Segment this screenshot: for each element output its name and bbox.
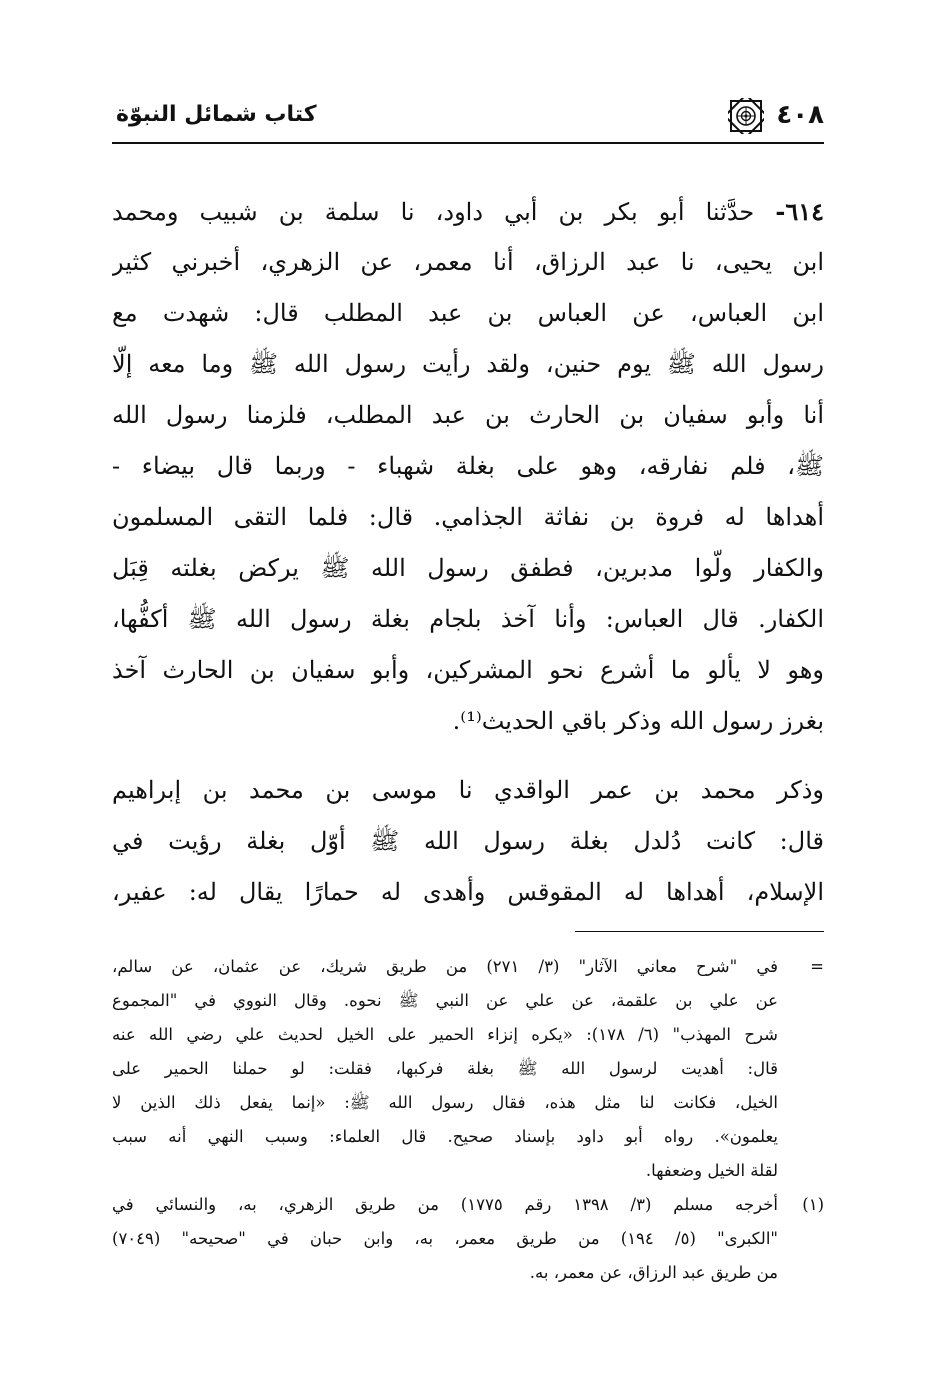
footnote-line: في "شرح معاني الآثار" (٣/ ٢٧١) من طريق شريك، عن عثمان، عن سالم، <box>112 957 778 976</box>
footnote-marker: = <box>810 957 824 976</box>
text-line: أهداها له فروة بن نفاثة الجذامي. قال: فلما التقى المسلمون <box>112 503 824 531</box>
footnote-line: من طريق عبد الرزاق، عن معمر، به. <box>529 1263 778 1282</box>
footnote-1 <box>112 1188 824 1290</box>
footnotes <box>112 950 824 1290</box>
footnote-line: لقلة الخيل وضعفها. <box>645 1161 778 1180</box>
footnote-continued <box>112 950 824 1188</box>
octagonal-ornament-icon <box>728 98 764 134</box>
text-line: ابن العباس، عن العباس بن عبد المطلب قال: شهدت مع <box>112 299 824 327</box>
page-number: ٤٠٨ <box>776 100 824 130</box>
footnote-line: قال: أهديت لرسول الله ﷺ بغلة فركبها، فقلت: لو حملنا الحمير على <box>112 1059 778 1078</box>
footnote-line: عن علي بن علقمة، عن علي عن النبي ﷺ نحوه. وقال النووي في "المجموع <box>112 991 778 1010</box>
text-line: قال: كانت دُلدل بغلة رسول الله ﷺ أوّل بغلة رؤيت في <box>112 827 824 855</box>
text-line: ابن يحيى، نا عبد الرزاق، أنا معمر، عن الزهري، أخبرني كثير <box>112 248 824 276</box>
hadith-number: ٦١٤- <box>775 197 824 226</box>
text-line: ﷺ، فلم نفارقه، وهو على بغلة شهباء - وربما قال بيضاء - <box>112 452 824 480</box>
waqidi-paragraph <box>112 765 824 918</box>
header-rule <box>112 142 824 144</box>
footnote-line: شرح المهذب" (٦/ ١٧٨): «يكره إنزاء الحمير على الخيل لحديث علي رضي الله عنه <box>112 1025 778 1044</box>
text-line: وذكر محمد بن عمر الواقدي نا موسى بن محمد بن إبراهيم <box>112 776 824 804</box>
text-line: والكفار ولّوا مدبرين، فطفق رسول الله ﷺ يركض بغلته قِبَل <box>112 554 824 582</box>
text-line: وهو لا يألو ما أشرع نحو المشركين، وأبو سفيان بن الحارث آخذ <box>112 656 824 684</box>
footnote-line: "الكبرى" (٥/ ١٩٤) من طريق معمر، به، وابن حبان في "صحيحه" (٧٠٤٩) <box>112 1229 778 1248</box>
text-line: الكفار. قال العباس: وأنا آخذ بلجام بغلة رسول الله ﷺ أكفُّها، <box>112 605 824 633</box>
footnote-line: أخرجه مسلم (٣/ ١٣٩٨ رقم ١٧٧٥) من طريق الزهري، به، والنسائي في <box>112 1195 778 1214</box>
footnote-line: الخيل، فكانت لنا مثل هذه، فقال رسول الله ﷺ: «إنما يفعل ذلك الذين لا <box>112 1093 778 1112</box>
main-text <box>112 186 824 918</box>
text-line: رسول الله ﷺ يوم حنين، ولقد رأيت رسول الله ﷺ وما معه إلّا <box>112 350 824 378</box>
footnote-separator <box>575 931 824 932</box>
footnote-marker: (١) <box>802 1195 824 1214</box>
footnote-line: يعلمون». رواه أبو داود بإسناد صحيح. قال العلماء: وسبب النهي أنه سبب <box>112 1127 778 1146</box>
line-text: حدَّثنا أبو بكر بن أبي داود، نا سلمة بن شبيب ومحمد <box>112 198 755 226</box>
book-title: كتاب شمائل النبوّة <box>116 102 317 127</box>
text-line: بغرز رسول الله وذكر باقي الحديث⁽¹⁾. <box>452 707 824 735</box>
text-line: الإسلام، أهداها له المقوقس وأهدى له حمارًا يقال له: عفير، <box>112 878 824 906</box>
page-header <box>112 94 824 148</box>
text-line: أنا وأبو سفيان بن الحارث بن عبد المطلب، فلزمنا رسول الله <box>112 401 824 429</box>
hadith-paragraph <box>112 186 824 747</box>
text-line <box>112 186 824 237</box>
